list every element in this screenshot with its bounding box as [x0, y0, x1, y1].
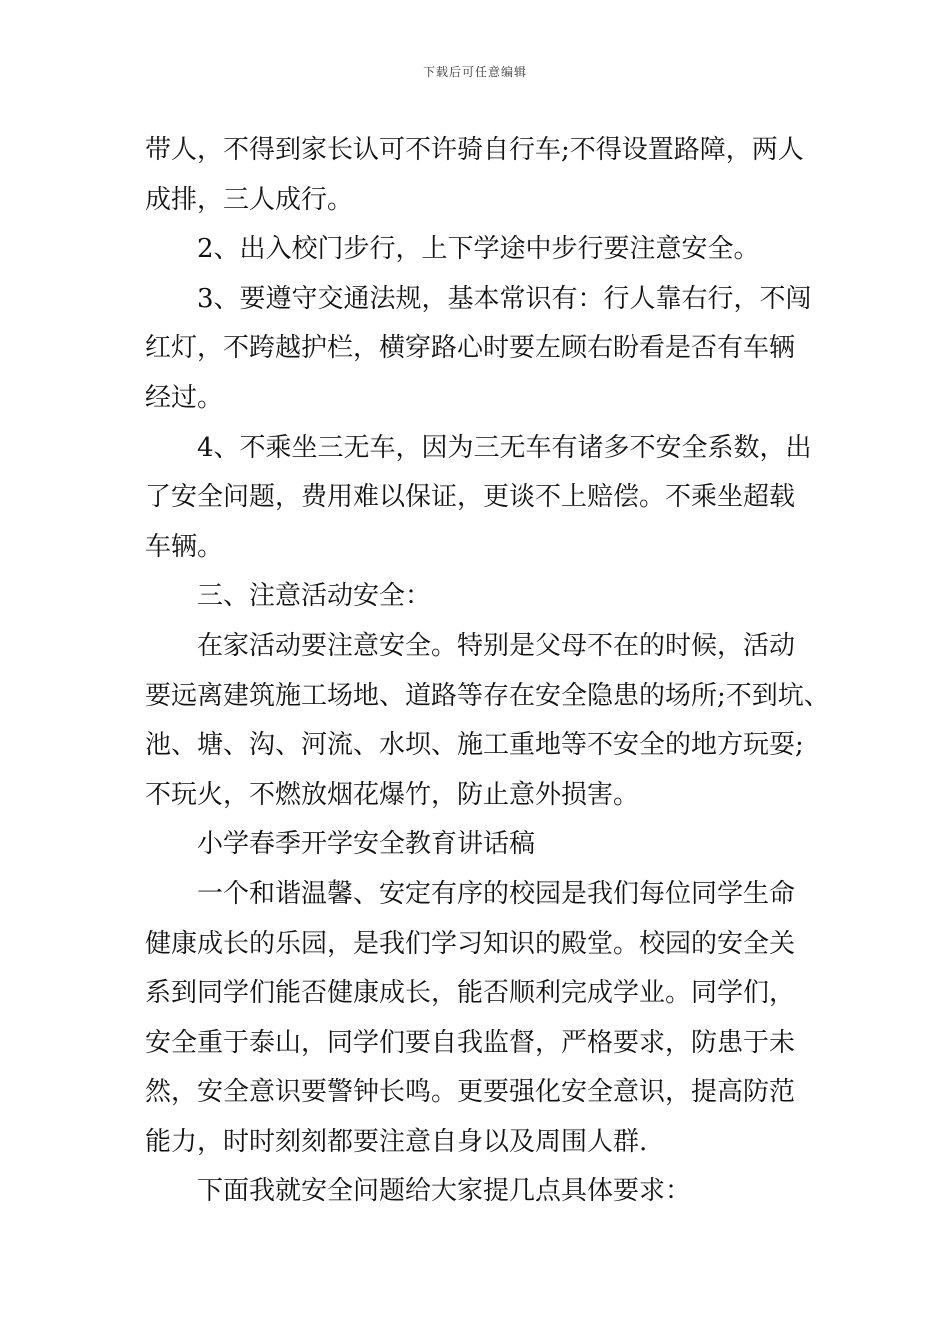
speech-title: [145, 820, 825, 870]
text-line: 能力，时时刻刻都要注意自身以及周围人群.: [145, 1126, 648, 1157]
text-line: 在家活动要注意安全。特别是父母不在的时候，活动: [197, 630, 796, 661]
text-line: 了安全问题，费用难以保证，更谈不上赔偿。不乘坐超载: [145, 482, 796, 513]
text-line: 一个和谐温馨、安定有序的校园是我们每位同学生命: [197, 878, 796, 909]
paragraph: [145, 225, 825, 275]
text-line: 健康成长的乐园，是我们学习知识的殿堂。校园的安全关: [145, 928, 796, 959]
paragraph: [145, 622, 825, 672]
text-line: 2、出入校门步行，上下学途中步行要注意安全。: [197, 234, 760, 265]
text-line: 池、塘、沟、河流、水坝、施工重地等不安全的地方玩耍;: [145, 730, 804, 761]
text-line: 小学春季开学安全教育讲话稿: [197, 829, 536, 860]
text-line: 安全重于泰山，同学们要自我监督，严格要求，防患于未: [145, 1027, 796, 1058]
paragraph: [145, 126, 825, 225]
text-line: 然，安全意识要警钟长鸣。更要强化安全意识，提高防范: [145, 1077, 796, 1108]
text-line: 三、注意活动安全：: [197, 581, 432, 612]
text-line: 车辆。: [145, 531, 224, 562]
text-line: 下面我就安全问题给大家提几点具体要求：: [197, 1176, 692, 1207]
paragraph: [145, 672, 830, 821]
text-line: 要远离建筑施工场地、道路等存在安全隐患的场所;不到坑、: [145, 680, 830, 711]
paragraph: [145, 1167, 825, 1217]
text-line: 不玩火，不燃放烟花爆竹，防止意外损害。: [145, 779, 640, 810]
text-line: 带人，不得到家长认可不许骑自行车;不得设置路障，两人: [145, 135, 804, 165]
paragraph: [145, 870, 825, 920]
text-line: 4、不乘坐三无车，因为三无车有诸多不安全系数，出: [197, 432, 812, 463]
paragraph: [145, 424, 825, 474]
text-line: 经过。: [145, 382, 224, 413]
paragraph: [145, 920, 825, 1168]
text-line: 成排，三人成行。: [145, 184, 354, 215]
text-line: 系到同学们能否健康成长，能否顺利完成学业。同学们，: [145, 978, 796, 1009]
paragraph: [145, 473, 825, 572]
text-line: 红灯，不跨越护栏，横穿路心时要左顾右盼看是否有车辆: [145, 333, 796, 364]
paragraph: [145, 324, 825, 423]
document-body: [145, 126, 830, 1217]
page-header: 下载后可任意编辑: [422, 65, 527, 79]
paragraph: [145, 275, 825, 325]
text-line: 3、要遵守交通法规，基本常识有：行人靠右行，不闯: [197, 283, 812, 314]
section-heading: [145, 572, 825, 622]
